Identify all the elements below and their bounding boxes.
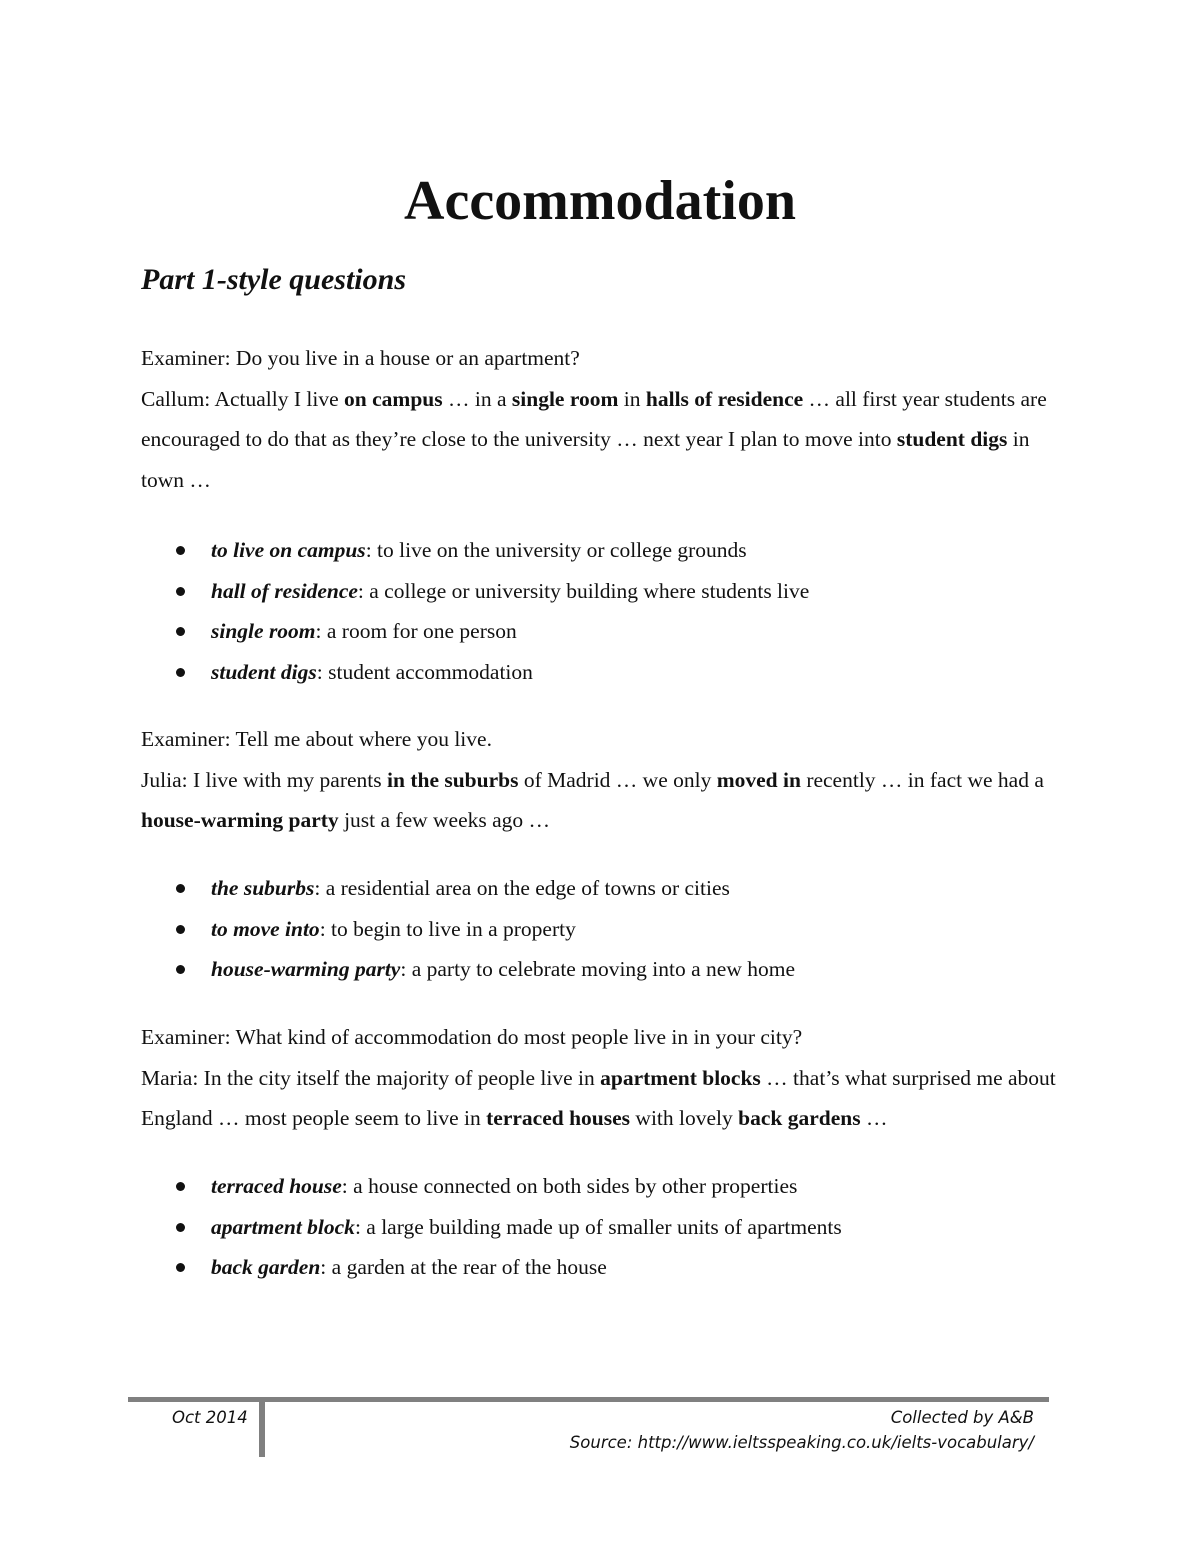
vocab-term: hall of residence bbox=[211, 578, 358, 603]
answer-text: … that’s what surprised me about England … most people seem to live in bbox=[141, 1065, 1056, 1130]
footer-collected-by: Collected by A&B bbox=[890, 1408, 1034, 1427]
examiner-question: Examiner: Do you live in a house or an apartment? bbox=[141, 346, 580, 370]
highlighted-phrase: house-warming party bbox=[141, 808, 339, 832]
answer-text: just a few weeks ago … bbox=[338, 808, 551, 832]
vocab-item bbox=[141, 530, 1061, 571]
bullet-icon bbox=[176, 965, 185, 974]
vocab-list-2 bbox=[141, 868, 1061, 990]
candidate-answer bbox=[141, 1058, 1061, 1139]
vocab-definition: : a room for one person bbox=[315, 619, 517, 643]
footer-divider bbox=[259, 1400, 265, 1457]
vocab-term: terraced house bbox=[211, 1174, 342, 1198]
footer-source-link[interactable]: Source: http://www.ieltsspeaking.co.uk/ielts-vocabulary/ bbox=[569, 1433, 1034, 1452]
bullet-icon bbox=[176, 1182, 185, 1191]
vocab-definition: : a residential area on the edge of towns or cities bbox=[314, 876, 730, 900]
vocab-term: the suburbs bbox=[211, 876, 315, 900]
highlighted-phrase: moved in bbox=[716, 767, 801, 792]
vocab-item bbox=[141, 1207, 1061, 1248]
vocab-definition: : to live on the university or college grounds bbox=[365, 538, 747, 562]
bullet-icon bbox=[176, 925, 185, 934]
vocab-term: to move into bbox=[211, 916, 320, 941]
bullet-icon bbox=[176, 884, 185, 893]
highlighted-phrase: back gardens bbox=[738, 1106, 861, 1130]
bullet-icon bbox=[176, 1263, 185, 1272]
answer-text: in town … bbox=[141, 427, 1030, 492]
examiner-question: Examiner: Tell me about where you live. bbox=[141, 727, 492, 751]
vocab-term: house-warming party bbox=[211, 957, 401, 981]
highlighted-phrase: apartment blocks bbox=[600, 1065, 761, 1090]
answer-text: … all first year students are encouraged to do that as they’re close to the university … next year I plan to move into bbox=[141, 386, 1047, 451]
examiner-question: Examiner: What kind of accommodation do most people live in in your city? bbox=[141, 1025, 803, 1049]
answer-text: in bbox=[618, 386, 646, 411]
vocab-list-3 bbox=[141, 1166, 1061, 1288]
bullet-icon bbox=[176, 627, 185, 636]
vocab-item bbox=[141, 611, 1061, 652]
vocab-term: student digs bbox=[211, 659, 317, 684]
highlighted-phrase: single room bbox=[511, 386, 619, 411]
vocab-item bbox=[141, 1247, 1061, 1288]
vocab-definition: : to begin to live in a property bbox=[319, 916, 576, 941]
answer-text: recently … in fact we had a bbox=[800, 767, 1044, 792]
vocab-term: single room bbox=[211, 619, 316, 643]
vocab-item bbox=[141, 652, 1061, 693]
vocab-item bbox=[141, 571, 1061, 612]
answer-text: with lovely bbox=[630, 1106, 739, 1130]
vocab-definition: : a large building made up of smaller units of apartments bbox=[354, 1214, 842, 1239]
footer-rule bbox=[128, 1397, 1049, 1402]
highlighted-phrase: on campus bbox=[344, 386, 443, 411]
vocab-definition: : a party to celebrate moving into a new home bbox=[400, 957, 795, 981]
highlighted-phrase: in the suburbs bbox=[387, 767, 519, 792]
highlighted-phrase: student digs bbox=[896, 427, 1008, 451]
vocab-item bbox=[141, 949, 1061, 990]
bullet-icon bbox=[176, 587, 185, 596]
vocab-item bbox=[141, 909, 1061, 950]
highlighted-phrase: halls of residence bbox=[645, 386, 804, 411]
vocab-definition: : a garden at the rear of the house bbox=[320, 1255, 607, 1279]
bullet-icon bbox=[176, 546, 185, 555]
vocab-definition: : a house connected on both sides by other properties bbox=[341, 1174, 798, 1198]
vocab-term: apartment block bbox=[211, 1214, 355, 1239]
section-heading: Part 1-style questions bbox=[141, 263, 407, 296]
page-title: Accommodation bbox=[404, 170, 796, 232]
bullet-icon bbox=[176, 1223, 185, 1232]
vocab-definition: : student accommodation bbox=[316, 659, 533, 684]
answer-text: Julia: I live with my parents bbox=[141, 767, 388, 792]
vocab-term: back garden bbox=[211, 1255, 321, 1279]
bullet-icon bbox=[176, 668, 185, 677]
dialogue-1 bbox=[141, 338, 1061, 500]
vocab-list-1 bbox=[141, 530, 1061, 692]
answer-text: of Madrid … we only bbox=[518, 767, 717, 792]
answer-text: Callum: Actually I live bbox=[141, 386, 345, 411]
vocab-definition: : a college or university building where students live bbox=[357, 578, 810, 603]
vocab-term: to live on campus bbox=[211, 538, 366, 562]
highlighted-phrase: terraced houses bbox=[486, 1106, 631, 1130]
dialogue-3 bbox=[141, 1017, 1061, 1139]
candidate-answer bbox=[141, 379, 1061, 501]
answer-text: … in a bbox=[442, 386, 512, 411]
answer-text: … bbox=[860, 1106, 888, 1130]
vocab-item bbox=[141, 868, 1061, 909]
vocab-item bbox=[141, 1166, 1061, 1207]
candidate-answer bbox=[141, 760, 1061, 841]
footer-date: Oct 2014 bbox=[172, 1408, 248, 1427]
answer-text: Maria: In the city itself the majority of people live in bbox=[141, 1065, 601, 1090]
dialogue-2 bbox=[141, 719, 1061, 841]
